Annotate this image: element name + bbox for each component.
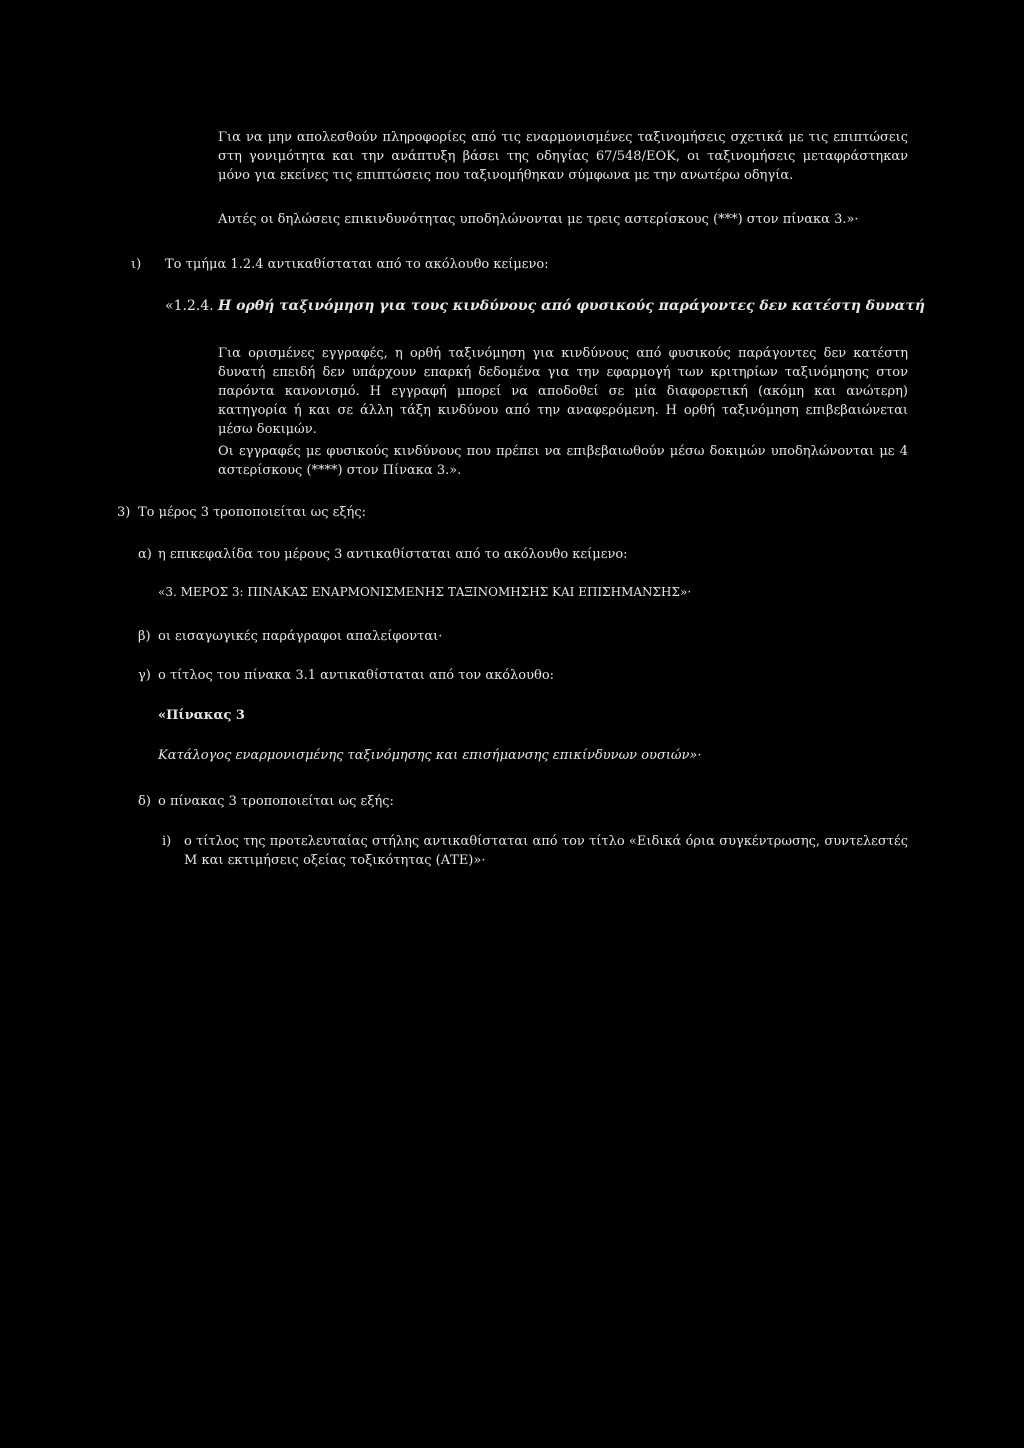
item-c-marker: γ): [138, 668, 151, 683]
item-a-text: η επικεφαλίδα του μέρους 3 αντικαθίσταται από το ακόλουθο κείμενο:: [158, 547, 628, 562]
intro-paragraph: Για να μην απολεσθούν πληροφορίες από τις εναρμονισμένες ταξινομήσεις σχετικά με τις επιπτώσεις στη γονιμότητα και την ανάπτυξη βάσει της οδηγίας 67/548/ΕΟΚ, οι ταξινομήσεις μεταφράστηκαν μόνο για εκείνες τις επιπτώσεις που ταξινομήθηκαν σύμφωνα με την ανωτέρω οδηγία.: [218, 130, 908, 183]
table-3-subtitle: Κατάλογος εναρμονισμένης ταξινόμησης και επισήμανσης επικίνδυνων ουσιών»·: [158, 748, 702, 763]
item-a-marker: α): [138, 547, 152, 562]
item-b-text: οι εισαγωγικές παράγραφοι απαλείφονται·: [158, 629, 443, 644]
section-1-2-4-paragraph-2: Οι εγγραφές με φυσικούς κινδύνους που πρέπει να επιβεβαιωθούν μέσω δοκιμών υποδηλώνονται με 4 αστερίσκους (****) στον Πίνακα 3.».: [218, 444, 908, 478]
item-3-marker: 3): [117, 505, 131, 520]
item-3-text: Το μέρος 3 τροποποιείται ως εξής:: [138, 505, 366, 520]
item-i-marker: ι): [131, 257, 142, 272]
table-3-title: «Πίνακας 3: [158, 708, 245, 723]
item-d-i-marker: i): [162, 834, 172, 849]
part-3-heading-quote: «3. ΜΕΡΟΣ 3: ΠΙΝΑΚΑΣ ΕΝΑΡΜΟΝΙΣΜΕΝΗΣ ΤΑΞΙΝΟΜΗΣΗΣ ΚΑΙ ΕΠΙΣΗΜΑΝΣΗΣ»·: [158, 585, 692, 599]
item-b-marker: β): [138, 629, 151, 644]
section-1-2-4-title: Η ορθή ταξινόμηση για τους κινδύνους από φυσικούς παράγοντες δεν κατέστη δυνατή: [218, 298, 925, 314]
item-d-marker: δ): [138, 794, 151, 809]
item-d-text: ο πίνακας 3 τροποποιείται ως εξής:: [158, 794, 394, 809]
asterisks-note-paragraph: Αυτές οι δηλώσεις επικινδυνότητας υποδηλώνονται με τρεις αστερίσκους (***) στον πίνακα 3.»·: [218, 212, 859, 227]
item-c-text: ο τίτλος του πίνακα 3.1 αντικαθίσταται από τον ακόλουθο:: [158, 668, 555, 683]
section-1-2-4-paragraph-1: Για ορισμένες εγγραφές, η ορθή ταξινόμηση για κινδύνους από φυσικούς παράγοντες δεν κατέστη δυνατή επειδή δεν υπάρχουν επαρκή δεδομένα για την εφαρμογή των κριτηρίων ταξινόμησης στον παρόντα κανονισμό. Η εγγραφή μπορεί να αποδοθεί σε μία διαφορετική (ακόμη και ανώτερη) κατηγορία ή και σε άλλη τάξη κινδύνου από την αναφερόμενη. Η ορθή ταξινόμηση επιβεβαιώνεται μέσω δοκιμών.: [218, 346, 908, 437]
item-i-text: Το τμήμα 1.2.4 αντικαθίσταται από το ακόλουθο κείμενο:: [165, 257, 549, 272]
section-1-2-4-number: «1.2.4.: [165, 298, 214, 314]
item-d-i-text: ο τίτλος της προτελευταίας στήλης αντικαθίσταται από τον τίτλο «Ειδικά όρια συγκέντρωσης, συντελεστές Μ και εκτιμήσεις οξείας τοξικότητας (ΑΤΕ)»·: [184, 834, 908, 868]
